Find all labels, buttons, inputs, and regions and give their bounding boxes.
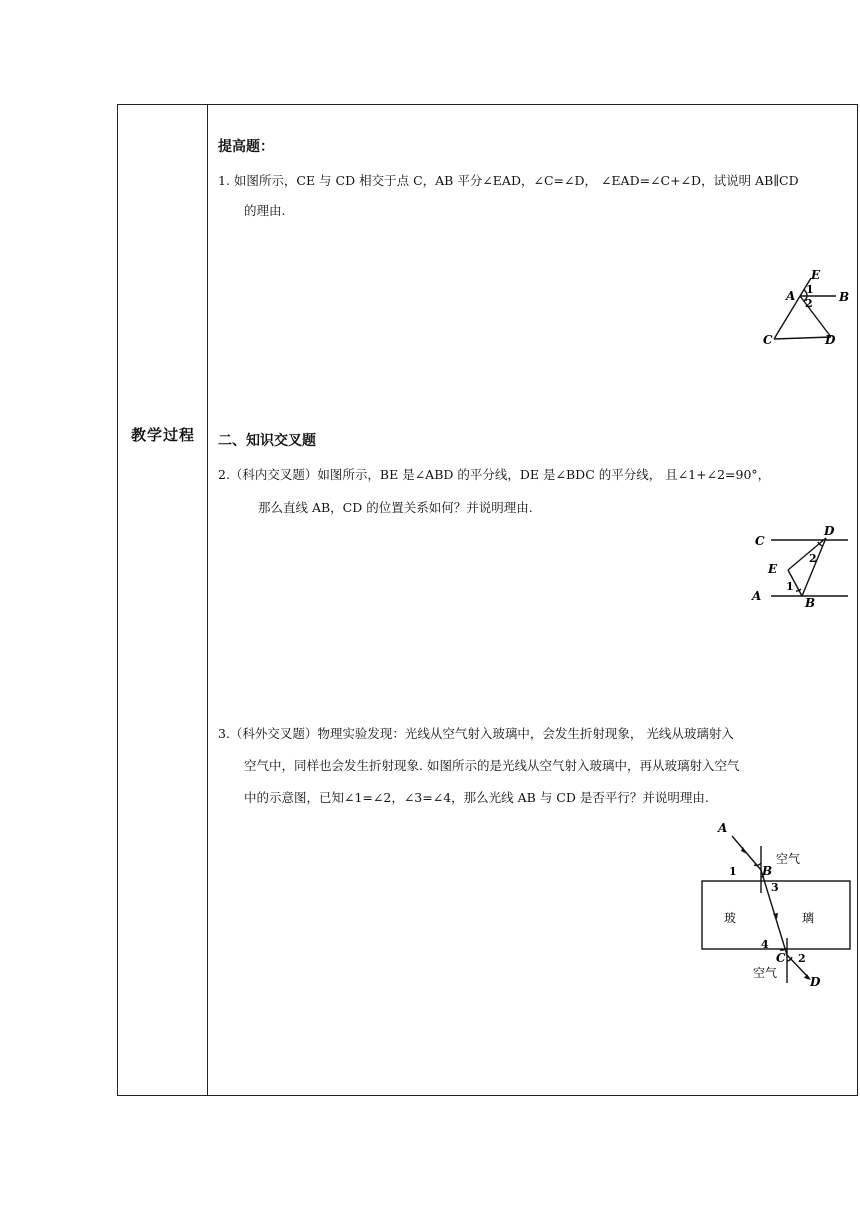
fig1-label-E: E: [811, 268, 821, 282]
fig1-label-C: C: [763, 333, 773, 347]
fig1-label-D: D: [825, 333, 836, 347]
fig3-label-2: 2: [798, 952, 806, 965]
fig2-label-B: B: [805, 596, 816, 610]
fig2-label-E: E: [768, 562, 778, 576]
fig3-label-4: 4: [761, 938, 769, 951]
fig2-label-A: A: [752, 589, 762, 603]
fig1-label-A: A: [786, 289, 796, 303]
figure-3: [696, 818, 856, 994]
fig3-label-3: 3: [771, 881, 779, 894]
fig3-label-B: B: [762, 864, 773, 878]
figure-1: [756, 266, 856, 352]
q2-line2: 那么直线 AB，CD 的位置关系如何？并说明理由.: [258, 500, 533, 515]
fig2-label-D: D: [824, 524, 835, 538]
fig3-label-A: A: [718, 821, 728, 835]
figure-2: [750, 524, 850, 614]
fig1-label-2: 2: [805, 297, 813, 310]
side-label: 教学过程: [130, 426, 195, 444]
left-column: [118, 105, 208, 1095]
fig3-label-glass-right: 璃: [802, 911, 815, 925]
fig3-label-glass-left: 玻: [724, 911, 737, 925]
improve-heading: 提高题：: [218, 139, 274, 155]
q3-line1: 3.（科外交叉题）物理实验发现：光线从空气射入玻璃中，会发生折射现象， 光线从玻璃射入: [218, 726, 734, 741]
fig1-label-B: B: [839, 290, 850, 304]
cross-heading: 二、知识交叉题: [218, 433, 316, 449]
q1-line1: 1. 如图所示，CE 与 CD 相交于点 C，AB 平分∠EAD，∠C=∠D， ∠EAD=∠C+∠D，试说明 AB∥CD: [218, 173, 799, 188]
fig2-label-1: 1: [786, 580, 794, 593]
fig3-label-air-bottom: 空气: [753, 966, 778, 980]
fig1-label-1: 1: [806, 283, 814, 296]
fig3-label-C: C: [776, 951, 786, 965]
fig2-label-2: 2: [809, 552, 817, 565]
fig3-label-D: D: [810, 975, 821, 989]
fig3-label-1: 1: [729, 865, 737, 878]
fig2-label-C: C: [755, 534, 765, 548]
q3-line3: 中的示意图，已知∠1=∠2，∠3=∠4，那么光线 AB 与 CD 是否平行？并说明理由.: [244, 790, 709, 805]
q3-line2: 空气中，同样也会发生折射现象. 如图所示的是光线从空气射入玻璃中，再从玻璃射入空气: [244, 758, 740, 773]
q2-line1: 2.（科内交叉题）如图所示，BE 是∠ABD 的平分线，DE 是∠BDC 的平分线， 且∠1+∠2=90°，: [218, 467, 771, 482]
fig3-label-air-top: 空气: [776, 852, 801, 866]
q1-line2: 的理由.: [244, 203, 286, 218]
